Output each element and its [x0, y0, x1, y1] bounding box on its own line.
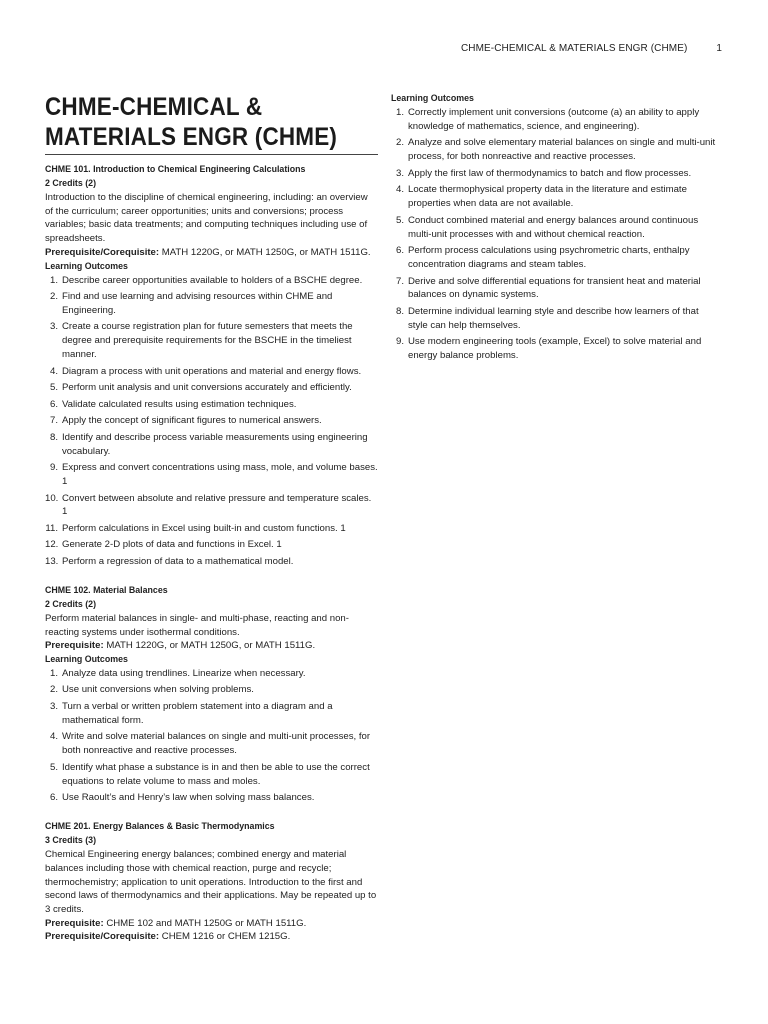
- list-item: 11. Perform calculations in Excel using built-in and custom functions. 1: [45, 522, 346, 534]
- course-title: CHME 201. Energy Balances & Basic Thermodynamics: [45, 821, 275, 833]
- learning-outcomes-heading: Learning Outcomes: [45, 260, 128, 272]
- course-corequisite: [45, 930, 378, 944]
- course-credits: 2 Credits (2): [45, 598, 97, 610]
- course-description: Chemical Engineering energy balances; combined energy and material balances including those with chemical reaction, purge and recycle; thermochemistry; application to unit operations. Introduction to the first and second laws of thermodynamics and their applications. May be repeated up to 3 credits.: [45, 849, 377, 915]
- prerequisite-label: Prerequisite:: [45, 917, 104, 929]
- list-item: 9. Express and convert concentrations using mass, mole, and volume bases. 1: [49, 462, 378, 488]
- course-credits: 3 Credits (3): [45, 835, 97, 847]
- running-header-title: CHME-CHEMICAL & MATERIALS ENGR (CHME): [460, 43, 688, 54]
- list-item: 4. Diagram a process with unit operations and material and energy flows.: [49, 365, 362, 377]
- page-number: 1: [716, 43, 722, 54]
- list-item: 9. Use modern engineering tools (example, Excel) to solve material and energy balance problems.: [395, 336, 702, 362]
- course-title: CHME 101. Introduction to Chemical Engineering Calculations: [45, 164, 306, 175]
- list-item: 3. Apply the first law of thermodynamics to batch and flow processes.: [395, 167, 692, 179]
- prerequisite-label: Prerequisite:: [45, 640, 104, 652]
- prerequisite-value: MATH 1220G, or MATH 1250G, or MATH 1511G.: [103, 640, 316, 652]
- corequisite-value: CHEM 1216 or CHEM 1215G.: [159, 931, 291, 943]
- list-item: 8. Identify and describe process variable measurements using engineering vocabulary.: [49, 431, 368, 457]
- list-item: 4. Write and solve material balances on single and multi-unit processes, for both nonreactive and reactive processes.: [49, 731, 371, 757]
- course-description: Perform material balances in single- and multi-phase, reacting and non-reacting systems under isothermal conditions.: [45, 612, 349, 638]
- list-item: 8. Determine individual learning style and describe how learners of that style can help themselves.: [395, 305, 699, 331]
- course-description: Introduction to the discipline of chemical engineering, including: an overview of the curriculum; career opportunities; units and conversions; process variables; basic data treatments; and computing techniques including use of spreadsheets.: [45, 192, 368, 245]
- course-prerequisite: [45, 246, 378, 260]
- list-item: 6. Validate calculated results using estimation techniques.: [49, 398, 297, 410]
- learning-outcomes-list: [391, 106, 721, 363]
- course-prerequisite: [45, 917, 378, 931]
- list-item: 1. Analyze data using trendlines. Linearize when necessary.: [49, 667, 306, 679]
- list-item: 13. Perform a regression of data to a mathematical model.: [45, 555, 294, 567]
- title-divider: [45, 154, 378, 155]
- course-chme-102: [45, 584, 378, 805]
- list-item: 1. Describe career opportunities available to holders of a BSCHE degree.: [49, 274, 363, 286]
- learning-outcomes-list: [45, 667, 378, 805]
- list-item: 5. Perform unit analysis and unit conversions accurately and efficiently.: [49, 382, 352, 394]
- course-title: CHME 102. Material Balances: [45, 584, 168, 596]
- learning-outcomes-list: [45, 274, 378, 569]
- left-column: [45, 163, 378, 959]
- list-item: 4. Locate thermophysical property data in the literature and estimate properties when data are not available.: [395, 184, 687, 210]
- course-chme-201: [45, 820, 378, 944]
- list-item: 2. Find and use learning and advising resources within CHME and Engineering.: [49, 291, 333, 316]
- list-item: 3. Create a course registration plan for future semesters that meets the degree and prerequisite requirements for the BSCHE in the timeliest manner.: [49, 321, 353, 361]
- prerequisite-value: CHME 102 and MATH 1250G or MATH 1511G.: [103, 917, 307, 929]
- list-item: 12. Generate 2-D plots of data and functions in Excel. 1: [45, 539, 282, 551]
- list-item: 1. Correctly implement unit conversions (outcome (a) an ability to apply knowledge of mathematics, science, and engineering).: [395, 107, 700, 132]
- learning-outcomes-heading: Learning Outcomes: [391, 93, 474, 104]
- running-header: [461, 43, 722, 54]
- list-item: 2. Use unit conversions when solving problems.: [49, 684, 254, 696]
- prerequisite-value: MATH 1220G, or MATH 1250G, or MATH 1511G.: [159, 246, 371, 258]
- course-chme-101: [45, 163, 378, 569]
- page-title: CHME-CHEMICAL & MATERIALS ENGR (CHME): [45, 93, 338, 151]
- list-item: 2. Analyze and solve elementary material balances on single and multi-unit process, for both nonreactive and reactive processes.: [395, 137, 716, 163]
- list-item: 10. Convert between absolute and relative pressure and temperature scales. 1: [45, 492, 372, 518]
- list-item: 5. Conduct combined material and energy balances around continuous multi-unit processes with and without chemical reaction.: [395, 214, 699, 240]
- course-credits: 2 Credits (2): [45, 178, 97, 189]
- learning-outcomes-heading: Learning Outcomes: [45, 653, 128, 665]
- corequisite-label: Prerequisite/Corequisite:: [45, 931, 160, 943]
- list-item: 5. Identify what phase a substance is in and then be able to use the correct equations to relate volume to mass and moles.: [49, 761, 370, 787]
- list-item: 6. Use Raoult’s and Henry’s law when solving mass balances.: [49, 792, 315, 804]
- course-prerequisite: [45, 639, 378, 653]
- right-column: [391, 92, 721, 366]
- prerequisite-label: Prerequisite/Corequisite:: [45, 246, 160, 258]
- list-item: 6. Perform process calculations using psychrometric charts, enthalpy concentration diagrams and steam tables.: [395, 245, 690, 271]
- list-item: 7. Apply the concept of significant figures to numerical answers.: [49, 415, 322, 427]
- list-item: 7. Derive and solve differential equations for transient heat and material balances on dynamic systems.: [395, 275, 701, 301]
- list-item: 3. Turn a verbal or written problem statement into a diagram and a mathematical form.: [49, 700, 333, 726]
